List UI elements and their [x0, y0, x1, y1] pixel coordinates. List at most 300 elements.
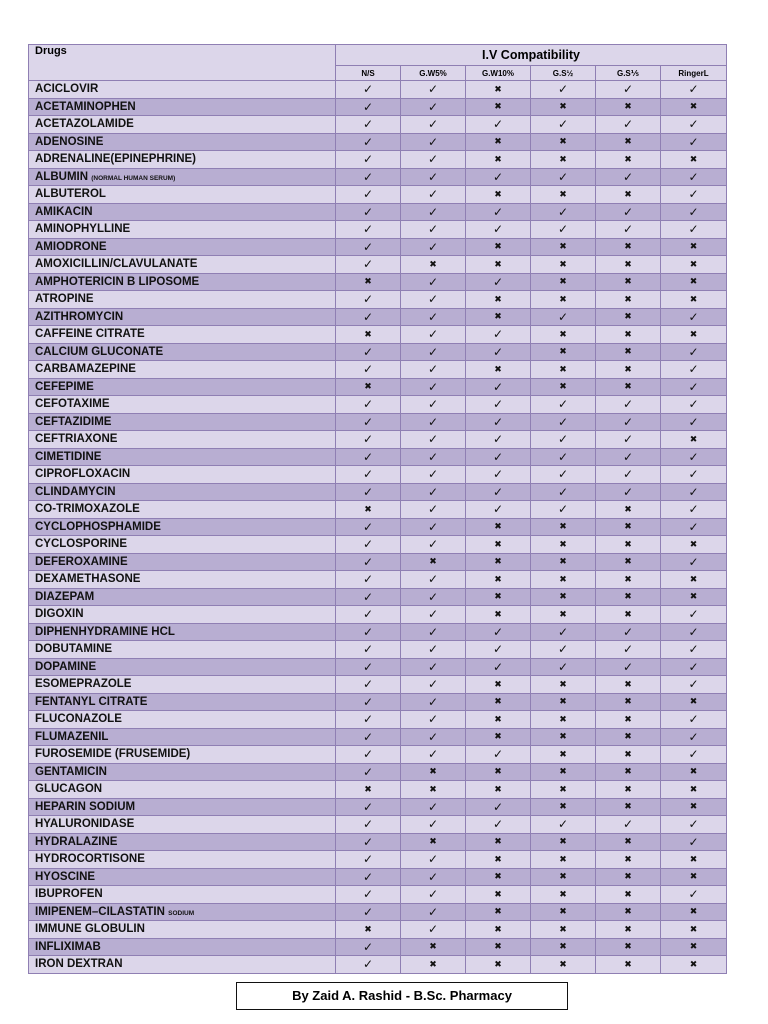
table-row: [29, 186, 727, 204]
incompatible-cross-icon: ✖: [596, 711, 661, 729]
incompatible-cross-icon: ✖: [661, 903, 727, 921]
incompatible-cross-icon: ✖: [596, 133, 661, 151]
incompatible-cross-icon: ✖: [596, 606, 661, 624]
compatible-check-icon: ✓: [661, 833, 727, 851]
compatible-check-icon: ✓: [466, 221, 531, 239]
incompatible-cross-icon: ✖: [596, 151, 661, 169]
incompatible-cross-icon: ✖: [466, 886, 531, 904]
incompatible-cross-icon: ✖: [661, 291, 727, 309]
incompatible-cross-icon: ✖: [466, 133, 531, 151]
incompatible-cross-icon: ✖: [596, 378, 661, 396]
compatible-check-icon: ✓: [661, 413, 727, 431]
incompatible-cross-icon: ✖: [596, 956, 661, 974]
compatible-check-icon: ✓: [401, 921, 466, 939]
table-row: [29, 116, 727, 134]
drug-name: ADENOSINE: [35, 135, 104, 148]
incompatible-cross-icon: ✖: [531, 798, 596, 816]
table-row: [29, 658, 727, 676]
compatible-check-icon: ✓: [401, 483, 466, 501]
incompatible-cross-icon: ✖: [531, 238, 596, 256]
incompatible-cross-icon: ✖: [596, 518, 661, 536]
compatible-check-icon: ✓: [661, 711, 727, 729]
drug-name: HEPARIN SODIUM: [35, 800, 136, 813]
compatible-check-icon: ✓: [336, 308, 401, 326]
drug-name-cell: [29, 326, 336, 344]
drug-name-cell: [29, 413, 336, 431]
compatible-check-icon: ✓: [336, 238, 401, 256]
compatible-check-icon: ✓: [596, 641, 661, 659]
compatible-check-icon: ✓: [596, 168, 661, 186]
compatible-check-icon: ✓: [596, 483, 661, 501]
compatible-check-icon: ✓: [466, 378, 531, 396]
drug-name-cell: [29, 238, 336, 256]
compatible-check-icon: ✓: [531, 466, 596, 484]
compatible-check-icon: ✓: [596, 413, 661, 431]
compatible-check-icon: ✓: [336, 151, 401, 169]
drug-name-cell: [29, 816, 336, 834]
drug-name-cell: [29, 221, 336, 239]
drug-name: INFLIXIMAB: [35, 940, 101, 953]
incompatible-cross-icon: ✖: [596, 343, 661, 361]
compatible-check-icon: ✓: [661, 448, 727, 466]
incompatible-cross-icon: ✖: [466, 98, 531, 116]
incompatible-cross-icon: ✖: [596, 186, 661, 204]
drug-name-cell: [29, 291, 336, 309]
incompatible-cross-icon: ✖: [401, 956, 466, 974]
table-row: [29, 571, 727, 589]
compatible-check-icon: ✓: [661, 186, 727, 204]
table-row: [29, 98, 727, 116]
incompatible-cross-icon: ✖: [531, 553, 596, 571]
drug-name: CEFEPIME: [35, 380, 94, 393]
incompatible-cross-icon: ✖: [596, 326, 661, 344]
compatible-check-icon: ✓: [336, 746, 401, 764]
compatible-check-icon: ✓: [661, 501, 727, 519]
compatible-check-icon: ✓: [661, 886, 727, 904]
table-row: [29, 483, 727, 501]
incompatible-cross-icon: ✖: [531, 273, 596, 291]
compatible-check-icon: ✓: [401, 133, 466, 151]
column-header-gs-fifth: G.S⅕: [596, 66, 661, 81]
drug-name: CEFOTAXIME: [35, 398, 110, 411]
drug-name: CEFTRIAXONE: [35, 433, 118, 446]
drug-name-cell: [29, 711, 336, 729]
compatible-check-icon: ✓: [401, 448, 466, 466]
drug-name: DOPAMINE: [35, 660, 97, 673]
compatible-check-icon: ✓: [466, 816, 531, 834]
compatible-check-icon: ✓: [336, 816, 401, 834]
drug-name-cell: [29, 501, 336, 519]
compatible-check-icon: ✓: [401, 903, 466, 921]
compatible-check-icon: ✓: [531, 203, 596, 221]
incompatible-cross-icon: ✖: [466, 921, 531, 939]
drug-name-cell: [29, 518, 336, 536]
drug-name-cell: [29, 448, 336, 466]
table-row: [29, 711, 727, 729]
incompatible-cross-icon: ✖: [466, 956, 531, 974]
compatible-check-icon: ✓: [661, 343, 727, 361]
compatible-check-icon: ✓: [401, 431, 466, 449]
compatible-check-icon: ✓: [661, 641, 727, 659]
drug-name: AMPHOTERICIN B LIPOSOME: [35, 275, 200, 288]
drug-name-cell: [29, 466, 336, 484]
compatible-check-icon: ✓: [596, 658, 661, 676]
compatible-check-icon: ✓: [336, 938, 401, 956]
drug-name: AMIKACIN: [35, 205, 93, 218]
table-row: [29, 413, 727, 431]
incompatible-cross-icon: ✖: [661, 151, 727, 169]
compatible-check-icon: ✓: [336, 448, 401, 466]
compatible-check-icon: ✓: [401, 291, 466, 309]
incompatible-cross-icon: ✖: [661, 326, 727, 344]
drug-name-cell: [29, 571, 336, 589]
incompatible-cross-icon: ✖: [596, 273, 661, 291]
incompatible-cross-icon: ✖: [596, 728, 661, 746]
drug-name-cell: [29, 763, 336, 781]
compatible-check-icon: ✓: [466, 168, 531, 186]
compatible-check-icon: ✓: [661, 168, 727, 186]
drug-name: ALBUMIN: [35, 170, 89, 183]
incompatible-cross-icon: ✖: [531, 343, 596, 361]
compatible-check-icon: ✓: [336, 431, 401, 449]
compatible-check-icon: ✓: [466, 483, 531, 501]
table-row: [29, 693, 727, 711]
incompatible-cross-icon: ✖: [596, 571, 661, 589]
compatible-check-icon: ✓: [336, 956, 401, 974]
compatible-check-icon: ✓: [401, 886, 466, 904]
table-row: [29, 256, 727, 274]
compatible-check-icon: ✓: [336, 361, 401, 379]
incompatible-cross-icon: ✖: [466, 238, 531, 256]
compatible-check-icon: ✓: [661, 728, 727, 746]
table-row: [29, 763, 727, 781]
incompatible-cross-icon: ✖: [466, 256, 531, 274]
incompatible-cross-icon: ✖: [466, 186, 531, 204]
compatible-check-icon: ✓: [661, 816, 727, 834]
drug-name: AMINOPHYLLINE: [35, 223, 131, 236]
drug-name: HYALURONIDASE: [35, 818, 135, 831]
incompatible-cross-icon: ✖: [531, 606, 596, 624]
incompatible-cross-icon: ✖: [661, 781, 727, 799]
drug-name-cell: [29, 728, 336, 746]
compatible-check-icon: ✓: [466, 396, 531, 414]
compatible-check-icon: ✓: [401, 186, 466, 204]
incompatible-cross-icon: ✖: [466, 151, 531, 169]
drug-name-cell: [29, 203, 336, 221]
drug-note: SODIUM: [168, 909, 195, 917]
drug-name-cell: [29, 851, 336, 869]
drugs-header: Drugs: [29, 45, 336, 81]
drug-name-cell: [29, 623, 336, 641]
compatible-check-icon: ✓: [336, 868, 401, 886]
table-row: [29, 956, 727, 974]
drug-name-cell: [29, 921, 336, 939]
incompatible-cross-icon: ✖: [466, 553, 531, 571]
incompatible-cross-icon: ✖: [596, 256, 661, 274]
table-row: [29, 238, 727, 256]
compatible-check-icon: ✓: [401, 378, 466, 396]
incompatible-cross-icon: ✖: [466, 81, 531, 99]
table-row: [29, 133, 727, 151]
drug-name: CYCLOSPORINE: [35, 538, 128, 551]
compatible-check-icon: ✓: [596, 116, 661, 134]
compatible-check-icon: ✓: [336, 186, 401, 204]
drug-name: ACICLOVIR: [35, 83, 99, 96]
drug-name: CO-TRIMOXAZOLE: [35, 503, 140, 516]
compatible-check-icon: ✓: [401, 501, 466, 519]
drug-name: CIMETIDINE: [35, 450, 102, 463]
drug-name: DOBUTAMINE: [35, 643, 113, 656]
incompatible-cross-icon: ✖: [466, 763, 531, 781]
incompatible-cross-icon: ✖: [596, 938, 661, 956]
compatible-check-icon: ✓: [531, 431, 596, 449]
column-header-gw5: G.W5%: [401, 66, 466, 81]
compatible-check-icon: ✓: [336, 466, 401, 484]
incompatible-cross-icon: ✖: [596, 588, 661, 606]
drug-name: CLINDAMYCIN: [35, 485, 116, 498]
compatible-check-icon: ✓: [661, 221, 727, 239]
drug-name-cell: [29, 483, 336, 501]
table-row: [29, 641, 727, 659]
incompatible-cross-icon: ✖: [661, 693, 727, 711]
incompatible-cross-icon: ✖: [596, 98, 661, 116]
compatible-check-icon: ✓: [336, 168, 401, 186]
compatible-check-icon: ✓: [531, 641, 596, 659]
incompatible-cross-icon: ✖: [466, 588, 531, 606]
table-body: [29, 81, 727, 974]
incompatible-cross-icon: ✖: [661, 868, 727, 886]
compatible-check-icon: ✓: [401, 851, 466, 869]
compatible-check-icon: ✓: [401, 238, 466, 256]
drug-name: HYDRALAZINE: [35, 835, 118, 848]
compatible-check-icon: ✓: [401, 413, 466, 431]
drug-name-cell: [29, 168, 336, 186]
incompatible-cross-icon: ✖: [401, 833, 466, 851]
drug-note: (NORMAL HUMAN SERUM): [91, 174, 176, 182]
incompatible-cross-icon: ✖: [466, 361, 531, 379]
compatible-check-icon: ✓: [596, 816, 661, 834]
compatibility-table: [28, 44, 727, 974]
incompatible-cross-icon: ✖: [336, 378, 401, 396]
compatible-check-icon: ✓: [466, 273, 531, 291]
table-row: [29, 168, 727, 186]
incompatible-cross-icon: ✖: [661, 273, 727, 291]
incompatible-cross-icon: ✖: [596, 886, 661, 904]
incompatible-cross-icon: ✖: [401, 256, 466, 274]
incompatible-cross-icon: ✖: [661, 763, 727, 781]
incompatible-cross-icon: ✖: [531, 588, 596, 606]
compatible-check-icon: ✓: [466, 466, 531, 484]
compatible-check-icon: ✓: [401, 693, 466, 711]
drug-name-cell: [29, 116, 336, 134]
incompatible-cross-icon: ✖: [531, 676, 596, 694]
compatible-check-icon: ✓: [336, 711, 401, 729]
compatible-check-icon: ✓: [401, 326, 466, 344]
compatible-check-icon: ✓: [661, 466, 727, 484]
drug-name-cell: [29, 746, 336, 764]
incompatible-cross-icon: ✖: [531, 186, 596, 204]
drug-name-cell: [29, 133, 336, 151]
incompatible-cross-icon: ✖: [661, 571, 727, 589]
compatible-check-icon: ✓: [596, 448, 661, 466]
drug-name: FUROSEMIDE (FRUSEMIDE): [35, 748, 191, 761]
drug-name-cell: [29, 641, 336, 659]
compatible-check-icon: ✓: [531, 168, 596, 186]
drug-name: ESOMEPRAZOLE: [35, 678, 132, 691]
incompatible-cross-icon: ✖: [531, 536, 596, 554]
compatible-check-icon: ✓: [336, 641, 401, 659]
compatible-check-icon: ✓: [401, 361, 466, 379]
compatible-check-icon: ✓: [596, 221, 661, 239]
table-row: [29, 518, 727, 536]
drug-name: GENTAMICIN: [35, 765, 107, 778]
incompatible-cross-icon: ✖: [466, 676, 531, 694]
drug-name-cell: [29, 588, 336, 606]
incompatible-cross-icon: ✖: [596, 676, 661, 694]
incompatible-cross-icon: ✖: [661, 956, 727, 974]
table-row: [29, 396, 727, 414]
drug-name-cell: [29, 343, 336, 361]
compatible-check-icon: ✓: [466, 343, 531, 361]
compatible-check-icon: ✓: [401, 623, 466, 641]
drug-name: ATROPINE: [35, 293, 94, 306]
incompatible-cross-icon: ✖: [466, 291, 531, 309]
incompatible-cross-icon: ✖: [466, 308, 531, 326]
compatible-check-icon: ✓: [336, 658, 401, 676]
table-row: [29, 816, 727, 834]
compatible-check-icon: ✓: [401, 868, 466, 886]
incompatible-cross-icon: ✖: [531, 851, 596, 869]
drug-name-cell: [29, 553, 336, 571]
incompatible-cross-icon: ✖: [401, 938, 466, 956]
drug-name-cell: [29, 781, 336, 799]
drug-name: CIPROFLOXACIN: [35, 468, 131, 481]
compatible-check-icon: ✓: [661, 623, 727, 641]
compatible-check-icon: ✓: [336, 571, 401, 589]
drug-name-cell: [29, 361, 336, 379]
compatible-check-icon: ✓: [661, 361, 727, 379]
drug-name-cell: [29, 81, 336, 99]
compatible-check-icon: ✓: [401, 203, 466, 221]
drug-name: DEFEROXAMINE: [35, 555, 128, 568]
incompatible-cross-icon: ✖: [531, 571, 596, 589]
drug-name: CARBAMAZEPINE: [35, 363, 136, 376]
compatible-check-icon: ✓: [401, 466, 466, 484]
compatible-check-icon: ✓: [596, 396, 661, 414]
drug-name-cell: [29, 606, 336, 624]
drug-name-cell: [29, 256, 336, 274]
drug-name: ADRENALINE(EPINEPHRINE): [35, 153, 197, 166]
drug-name: CYCLOPHOSPHAMIDE: [35, 520, 161, 533]
drug-name: FENTANYL CITRATE: [35, 695, 148, 708]
compatible-check-icon: ✓: [661, 396, 727, 414]
compatible-check-icon: ✓: [336, 588, 401, 606]
compatible-check-icon: ✓: [336, 396, 401, 414]
drug-name-cell: [29, 658, 336, 676]
incompatible-cross-icon: ✖: [336, 273, 401, 291]
drug-name: DIGOXIN: [35, 608, 84, 621]
compatible-check-icon: ✓: [531, 501, 596, 519]
compatible-check-icon: ✓: [531, 116, 596, 134]
drug-name: IMMUNE GLOBULIN: [35, 923, 145, 936]
drug-name: AMOXICILLIN/CLAVULANATE: [35, 258, 198, 271]
table-row: [29, 676, 727, 694]
table-row: [29, 553, 727, 571]
incompatible-cross-icon: ✖: [466, 868, 531, 886]
compatible-check-icon: ✓: [336, 221, 401, 239]
compatible-check-icon: ✓: [466, 116, 531, 134]
incompatible-cross-icon: ✖: [466, 938, 531, 956]
drug-name: IMIPENEM–CILASTATIN: [35, 905, 165, 918]
incompatible-cross-icon: ✖: [661, 536, 727, 554]
drug-name: ALBUTEROL: [35, 188, 106, 201]
compatible-check-icon: ✓: [336, 693, 401, 711]
incompatible-cross-icon: ✖: [596, 746, 661, 764]
drug-name: DIAZEPAM: [35, 590, 95, 603]
compatible-check-icon: ✓: [336, 518, 401, 536]
compatible-check-icon: ✓: [401, 308, 466, 326]
drug-name-cell: [29, 886, 336, 904]
drug-name: ACETAZOLAMIDE: [35, 118, 134, 131]
compatible-check-icon: ✓: [596, 81, 661, 99]
table-row: [29, 851, 727, 869]
compatible-check-icon: ✓: [336, 413, 401, 431]
incompatible-cross-icon: ✖: [596, 238, 661, 256]
drug-name: IRON DEXTRAN: [35, 958, 123, 971]
compatible-check-icon: ✓: [531, 308, 596, 326]
table-row: [29, 798, 727, 816]
incompatible-cross-icon: ✖: [531, 956, 596, 974]
drug-name-cell: [29, 378, 336, 396]
compatible-check-icon: ✓: [401, 816, 466, 834]
table-row: [29, 448, 727, 466]
drug-name-cell: [29, 833, 336, 851]
compatible-check-icon: ✓: [401, 151, 466, 169]
incompatible-cross-icon: ✖: [596, 361, 661, 379]
drug-name: IBUPROFEN: [35, 888, 103, 901]
compatible-check-icon: ✓: [661, 81, 727, 99]
compatible-check-icon: ✓: [401, 518, 466, 536]
compatible-check-icon: ✓: [336, 536, 401, 554]
compatible-check-icon: ✓: [336, 81, 401, 99]
compatible-check-icon: ✓: [401, 746, 466, 764]
table-row: [29, 291, 727, 309]
incompatible-cross-icon: ✖: [596, 921, 661, 939]
table-row: [29, 203, 727, 221]
table-row: [29, 536, 727, 554]
compatible-check-icon: ✓: [661, 676, 727, 694]
compatible-check-icon: ✓: [401, 168, 466, 186]
incompatible-cross-icon: ✖: [661, 798, 727, 816]
drug-name-cell: [29, 151, 336, 169]
incompatible-cross-icon: ✖: [661, 851, 727, 869]
compatible-check-icon: ✓: [661, 133, 727, 151]
drug-name: DEXAMETHASONE: [35, 573, 141, 586]
drug-name-cell: [29, 308, 336, 326]
compatible-check-icon: ✓: [401, 658, 466, 676]
incompatible-cross-icon: ✖: [531, 781, 596, 799]
table-row: [29, 886, 727, 904]
incompatible-cross-icon: ✖: [336, 921, 401, 939]
incompatible-cross-icon: ✖: [466, 728, 531, 746]
compatible-check-icon: ✓: [596, 623, 661, 641]
compatible-check-icon: ✓: [336, 763, 401, 781]
compatible-check-icon: ✓: [336, 483, 401, 501]
incompatible-cross-icon: ✖: [531, 133, 596, 151]
compatible-check-icon: ✓: [336, 798, 401, 816]
incompatible-cross-icon: ✖: [531, 886, 596, 904]
table-row: [29, 938, 727, 956]
